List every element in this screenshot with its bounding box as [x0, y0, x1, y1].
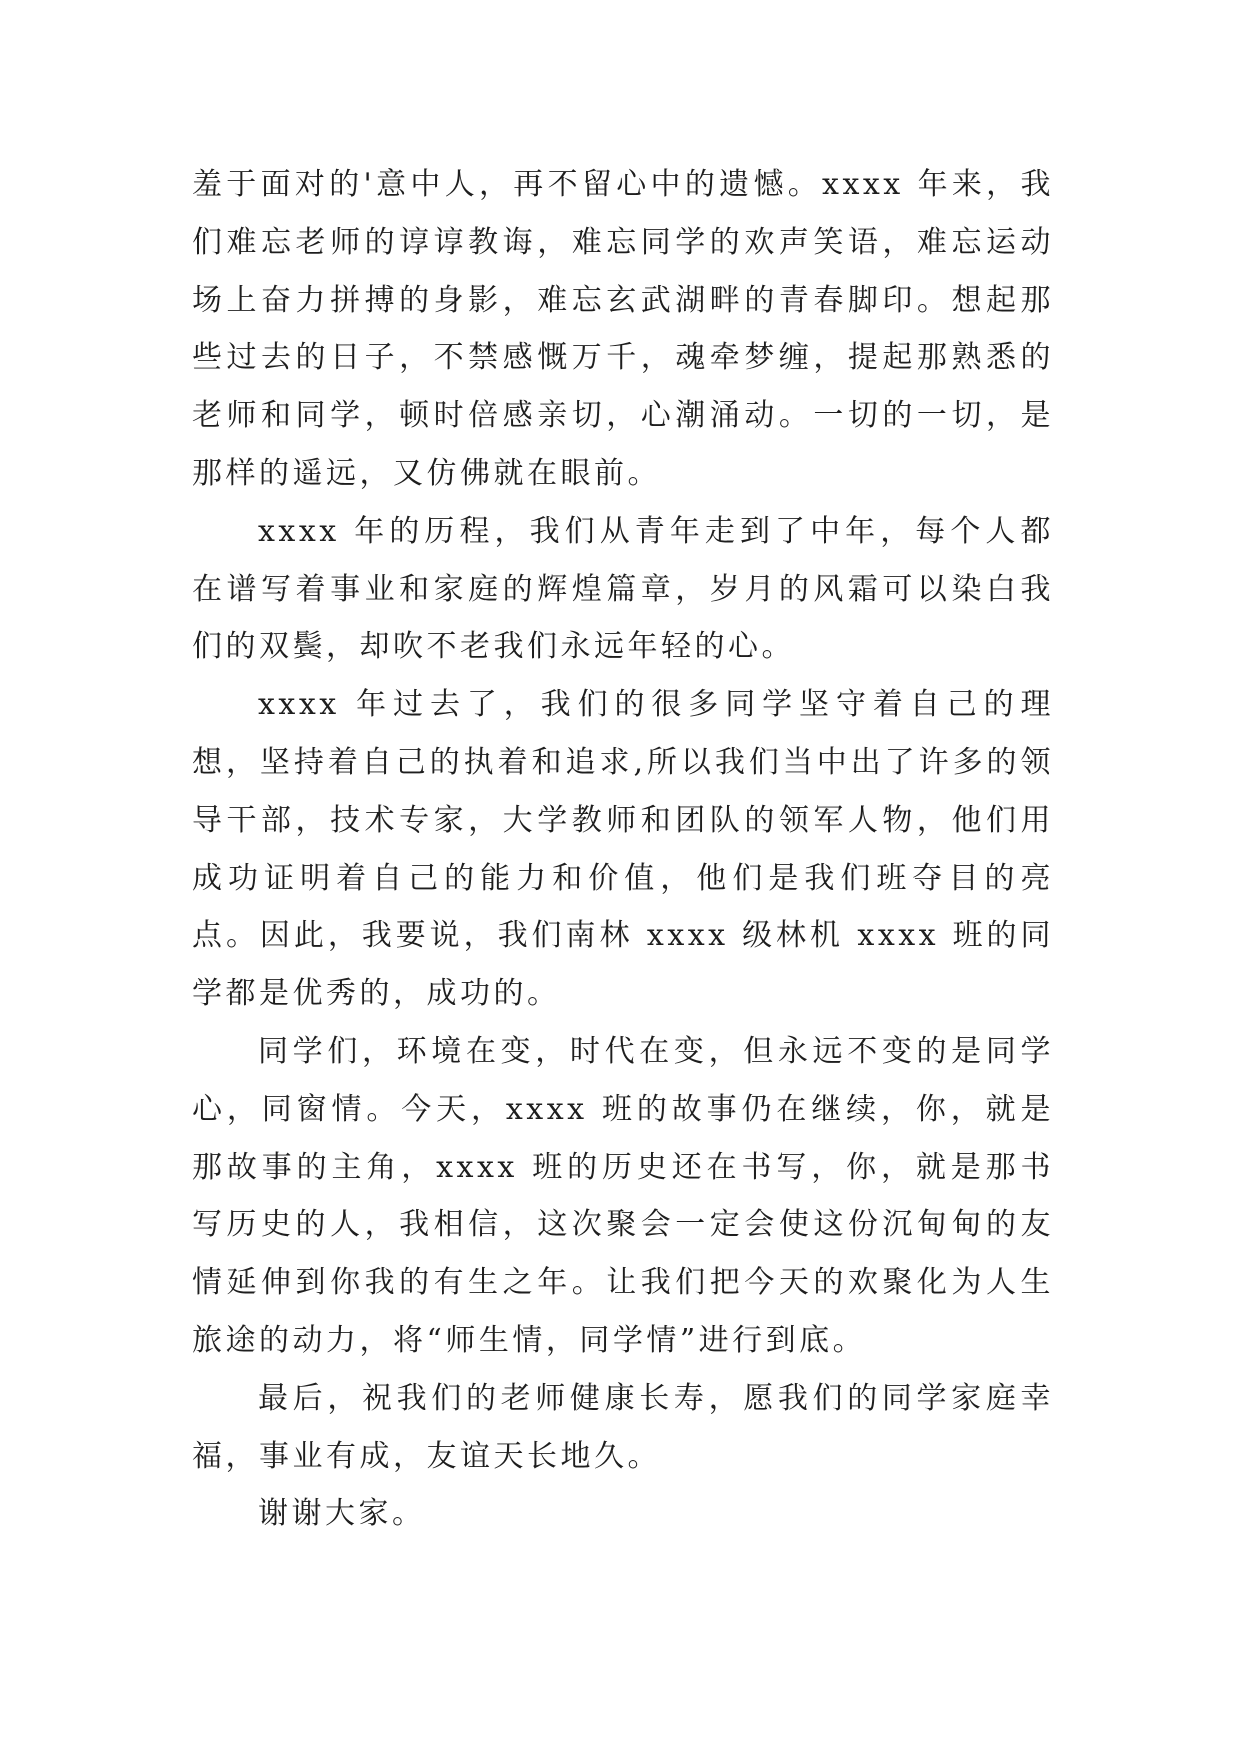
- paragraph-years-journey: xxxx 年的历程，我们从青年走到了中年，每个人都在谱写着事业和家庭的辉煌篇章，岁月的风霜可以染白我们的双鬓，却吹不老我们永远年轻的心。: [192, 513, 1054, 665]
- document-body: [192, 156, 1054, 1543]
- paragraph-classmates-heart: 同学们，环境在变，时代在变，但永远不变的是同学心，同窗情。今天，xxxx 班的故事仍在继续，你，就是那故事的主角，xxxx 班的历史还在书写，你，就是那书写历史的人，我相信，这次聚会一定会使这份沉甸甸的友情延伸到你我的有生之年。让我们把今天的欢聚化为人生旅途的动力，将“师生情，同学情”进行到底。: [192, 1033, 1054, 1358]
- paragraph-continuation: 羞于面对的'意中人，再不留心中的遗憾。xxxx 年来，我们难忘老师的谆谆教诲，难忘同学的欢声笑语，难忘运动场上奋力拼搏的身影，难忘玄武湖畔的青春脚印。想起那些过去的日子，不禁感慨万千，魂牵梦缠，提起那熟悉的老师和同学，顿时倍感亲切，心潮涌动。一切的一切，是那样的遥远，又仿佛就在眼前。: [192, 167, 1054, 491]
- paragraph-achievements: xxxx 年过去了，我们的很多同学坚守着自己的理想，坚持着自己的执着和追求,所以我们当中出了许多的领导干部，技术专家，大学教师和团队的领军人物，他们用成功证明着自己的能力和价值，他们是我们班夺目的亮点。因此，我要说，我们南林 xxxx 级林机 xxxx 班的同学都是优秀的，成功的。: [192, 687, 1054, 1012]
- paragraph-thanks: 谢谢大家。: [258, 1496, 426, 1532]
- paragraph-blessing: 最后，祝我们的老师健康长寿，愿我们的同学家庭幸福，事业有成，友谊天长地久。: [192, 1380, 1054, 1474]
